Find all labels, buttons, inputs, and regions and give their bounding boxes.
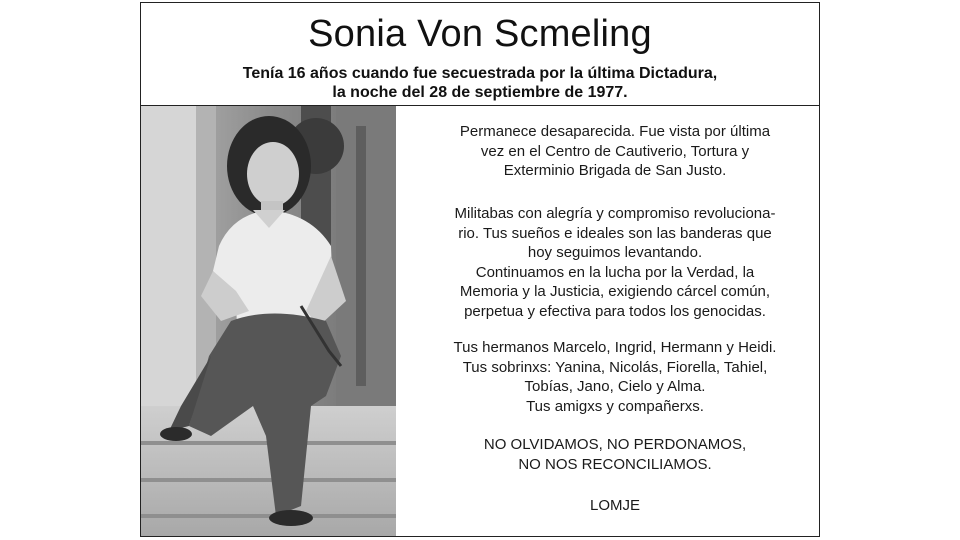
notice-header: [141, 3, 819, 106]
portrait-illustration: [141, 106, 396, 536]
text-line: Militabas con alegría y compromiso revoluciona-: [454, 205, 776, 222]
text-line: Tus amigxs y compañerxs.: [526, 397, 704, 415]
text-line: perpetua y efectiva para todos los genocidas.: [464, 302, 766, 320]
paragraph-signature: [427, 496, 803, 516]
portrait-photo: [141, 106, 396, 536]
text-line: Tobías, Jano, Cielo y Alma.: [524, 378, 706, 396]
paragraph-family: [427, 338, 803, 416]
signature-text: LOMJE: [589, 497, 640, 514]
paragraph-disappearance: [427, 122, 803, 181]
paragraph-militancy: [427, 204, 803, 322]
memorial-notice: [140, 2, 820, 537]
notice-subtitle: [141, 64, 819, 102]
text-line: NO NOS RECONCILIAMOS.: [518, 455, 712, 473]
person-name: Sonia Von Scmeling: [308, 13, 652, 55]
text-line: Exterminio Brigada de San Justo.: [503, 162, 727, 180]
text-line: hoy seguimos levantando.: [527, 244, 703, 262]
text-line: Tus hermanos Marcelo, Ingrid, Hermann y Heidi.: [453, 339, 777, 356]
text-line: Continuamos en la lucha por la Verdad, la: [475, 263, 755, 281]
text-line: Permanece desaparecida. Fue vista por última: [459, 123, 771, 140]
text-line: Tus sobrinxs: Yanina, Nicolás, Fiorella, Tahiel,: [462, 358, 768, 376]
text-line: Memoria y la Justicia, exigiendo cárcel común,: [459, 283, 771, 301]
subtitle-line: Tenía 16 años cuando fue secuestrada por la última Dictadura,: [242, 65, 718, 82]
text-line: vez en el Centro de Cautiverio, Tortura y: [480, 142, 750, 160]
text-line: NO OLVIDAMOS, NO PERDONAMOS,: [483, 436, 747, 453]
paragraph-slogan: [427, 435, 803, 474]
subtitle-line: la noche del 28 de septiembre de 1977.: [332, 84, 628, 101]
text-line: rio. Tus sueños e ideales son las banderas que: [458, 224, 772, 242]
